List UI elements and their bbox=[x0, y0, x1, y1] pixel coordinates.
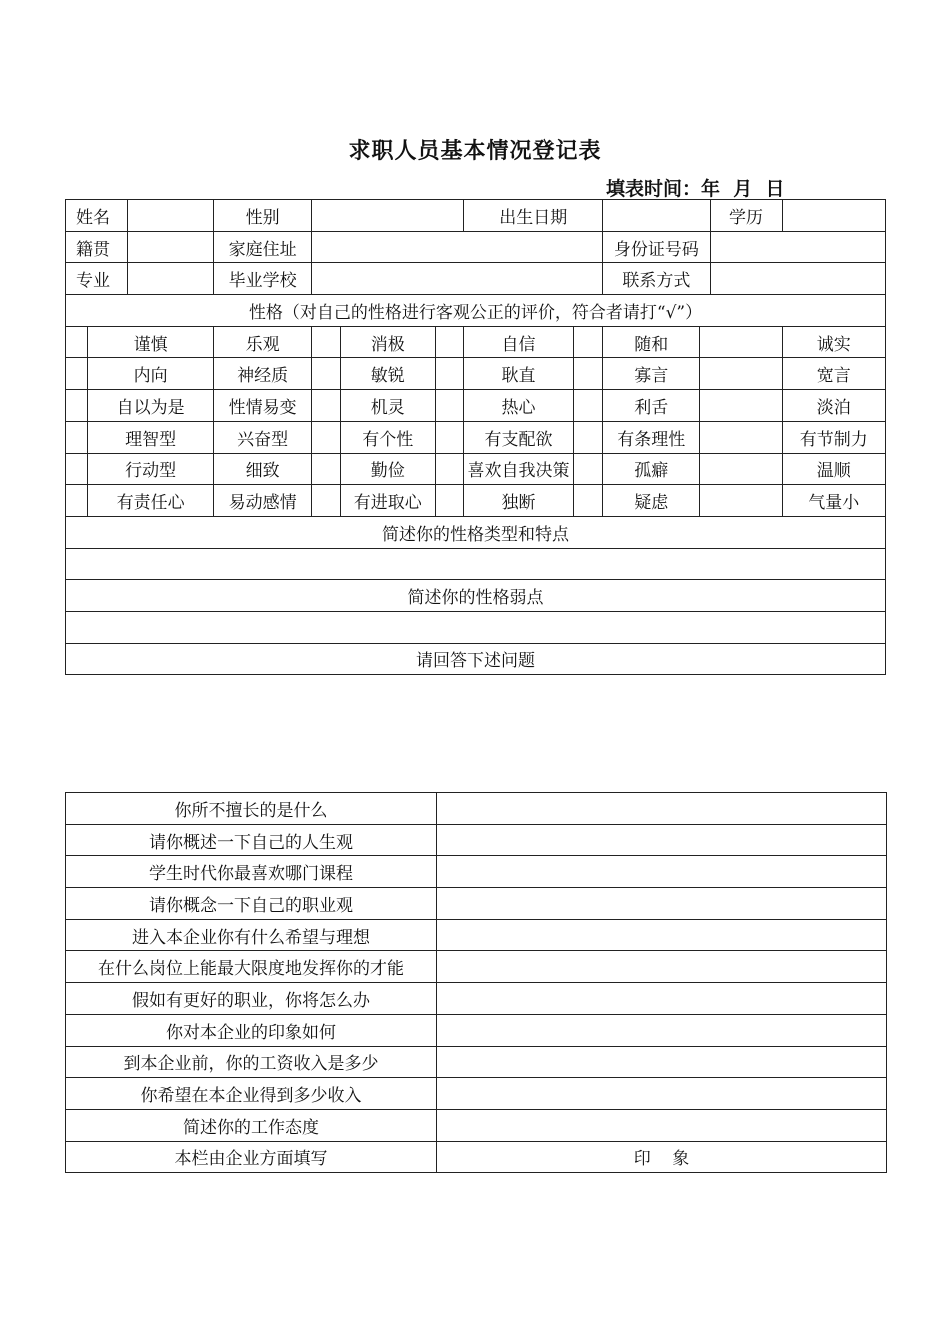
trait-checkbox[interactable] bbox=[312, 421, 340, 453]
answer-field[interactable] bbox=[437, 1109, 887, 1141]
question-label: 进入本企业你有什么希望与理想 bbox=[66, 919, 437, 951]
name-field[interactable] bbox=[127, 200, 213, 232]
trait-label: 神经质 bbox=[213, 358, 311, 390]
trait-label: 喜欢自我决策 bbox=[464, 453, 573, 485]
question-label: 简述你的工作态度 bbox=[66, 1109, 437, 1141]
major-label: 专业 bbox=[66, 263, 128, 295]
trait-row bbox=[66, 421, 886, 453]
contact-field[interactable] bbox=[710, 263, 885, 295]
answer-field[interactable] bbox=[437, 1046, 887, 1078]
question-label: 你对本企业的印象如何 bbox=[66, 1014, 437, 1046]
question-row bbox=[66, 983, 887, 1015]
trait-checkbox[interactable] bbox=[312, 358, 340, 390]
graduated-school-field[interactable] bbox=[312, 263, 603, 295]
trait-label: 独断 bbox=[464, 485, 573, 517]
trait-label: 敏锐 bbox=[340, 358, 435, 390]
trait-label: 乐观 bbox=[213, 326, 311, 358]
trait-label: 疑虑 bbox=[603, 485, 700, 517]
trait-label: 理智型 bbox=[88, 421, 214, 453]
trait-label: 孤癖 bbox=[603, 453, 700, 485]
question-row bbox=[66, 1046, 887, 1078]
question-label: 在什么岗位上能最大限度地发挥你的才能 bbox=[66, 951, 437, 983]
question-label: 你所不擅长的是什么 bbox=[66, 793, 437, 825]
native-place-label: 籍贯 bbox=[66, 231, 128, 263]
trait-label: 细致 bbox=[213, 453, 311, 485]
id-number-label: 身份证号码 bbox=[603, 231, 710, 263]
question-label: 学生时代你最喜欢哪门课程 bbox=[66, 856, 437, 888]
trait-checkbox[interactable] bbox=[435, 485, 463, 517]
trait-checkbox[interactable] bbox=[435, 453, 463, 485]
native-place-field[interactable] bbox=[127, 231, 213, 263]
gender-label: 性别 bbox=[213, 200, 311, 232]
answer-field[interactable] bbox=[437, 983, 887, 1015]
personality-header: 性格（对自己的性格进行客观公正的评价，符合者请打“√”） bbox=[66, 295, 886, 327]
trait-checkbox[interactable] bbox=[700, 358, 782, 390]
traits-description-header: 简述你的性格类型和特点 bbox=[66, 516, 886, 548]
basic-info-row-1 bbox=[66, 200, 886, 232]
trait-label: 气量小 bbox=[782, 485, 885, 517]
name-label: 姓名 bbox=[66, 200, 128, 232]
trait-label: 兴奋型 bbox=[213, 421, 311, 453]
question-label: 到本企业前，你的工资收入是多少 bbox=[66, 1046, 437, 1078]
trait-label: 消极 bbox=[340, 326, 435, 358]
trait-label: 有进取心 bbox=[340, 485, 435, 517]
trait-label: 有个性 bbox=[340, 421, 435, 453]
trait-label: 自信 bbox=[464, 326, 573, 358]
trait-label: 勤俭 bbox=[340, 453, 435, 485]
trait-checkbox[interactable] bbox=[312, 326, 340, 358]
questions-table bbox=[65, 792, 887, 1173]
trait-checkbox[interactable] bbox=[573, 390, 602, 422]
trait-label: 温顺 bbox=[782, 453, 885, 485]
contact-label: 联系方式 bbox=[603, 263, 710, 295]
question-row bbox=[66, 919, 887, 951]
trait-checkbox[interactable] bbox=[66, 326, 88, 358]
trait-row bbox=[66, 326, 886, 358]
trait-checkbox[interactable] bbox=[573, 326, 602, 358]
company-section-label: 本栏由企业方面填写 bbox=[66, 1141, 437, 1173]
trait-checkbox[interactable] bbox=[573, 421, 602, 453]
trait-checkbox[interactable] bbox=[435, 326, 463, 358]
impression-label: 印 象 bbox=[437, 1141, 887, 1173]
graduated-school-label: 毕业学校 bbox=[213, 263, 311, 295]
question-row bbox=[66, 824, 887, 856]
trait-label: 有条理性 bbox=[603, 421, 700, 453]
answer-field[interactable] bbox=[437, 888, 887, 920]
trait-checkbox[interactable] bbox=[312, 485, 340, 517]
trait-label: 行动型 bbox=[88, 453, 214, 485]
education-label: 学历 bbox=[710, 200, 782, 232]
weakness-header: 简述你的性格弱点 bbox=[66, 580, 886, 612]
registration-form-table bbox=[65, 199, 886, 675]
trait-checkbox[interactable] bbox=[700, 326, 782, 358]
question-row bbox=[66, 1109, 887, 1141]
id-number-field[interactable] bbox=[710, 231, 885, 263]
basic-info-row-3 bbox=[66, 263, 886, 295]
trait-checkbox[interactable] bbox=[573, 485, 602, 517]
trait-label: 有责任心 bbox=[88, 485, 214, 517]
question-label: 假如有更好的职业，你将怎么办 bbox=[66, 983, 437, 1015]
answer-field[interactable] bbox=[437, 1078, 887, 1110]
trait-checkbox[interactable] bbox=[700, 421, 782, 453]
company-section-row bbox=[66, 1141, 887, 1173]
trait-checkbox[interactable] bbox=[573, 453, 602, 485]
trait-label: 寡言 bbox=[603, 358, 700, 390]
trait-label: 有支配欲 bbox=[464, 421, 573, 453]
question-row bbox=[66, 856, 887, 888]
trait-row bbox=[66, 390, 886, 422]
trait-row bbox=[66, 453, 886, 485]
trait-label: 易动感情 bbox=[213, 485, 311, 517]
trait-checkbox[interactable] bbox=[66, 421, 88, 453]
trait-checkbox[interactable] bbox=[66, 358, 88, 390]
weakness-field[interactable] bbox=[66, 611, 886, 643]
education-field[interactable] bbox=[782, 200, 885, 232]
trait-label: 随和 bbox=[603, 326, 700, 358]
question-row bbox=[66, 888, 887, 920]
trait-checkbox[interactable] bbox=[700, 453, 782, 485]
trait-label: 诚实 bbox=[782, 326, 885, 358]
trait-label: 谨慎 bbox=[88, 326, 214, 358]
question-row bbox=[66, 1078, 887, 1110]
gender-field[interactable] bbox=[312, 200, 464, 232]
trait-label: 淡泊 bbox=[782, 390, 885, 422]
trait-checkbox[interactable] bbox=[700, 390, 782, 422]
trait-checkbox[interactable] bbox=[66, 390, 88, 422]
trait-checkbox[interactable] bbox=[312, 453, 340, 485]
answer-field[interactable] bbox=[437, 856, 887, 888]
trait-label: 机灵 bbox=[340, 390, 435, 422]
trait-checkbox[interactable] bbox=[435, 390, 463, 422]
trait-checkbox[interactable] bbox=[435, 421, 463, 453]
trait-checkbox[interactable] bbox=[66, 485, 88, 517]
answer-field[interactable] bbox=[437, 919, 887, 951]
trait-label: 内向 bbox=[88, 358, 214, 390]
page-title: 求职人员基本情况登记表 bbox=[348, 138, 602, 164]
answer-field[interactable] bbox=[437, 951, 887, 983]
basic-info-row-2 bbox=[66, 231, 886, 263]
question-label: 你希望在本企业得到多少收入 bbox=[66, 1078, 437, 1110]
trait-label: 热心 bbox=[464, 390, 573, 422]
trait-label: 耿直 bbox=[464, 358, 573, 390]
answer-field[interactable] bbox=[437, 824, 887, 856]
trait-label: 宽言 bbox=[782, 358, 885, 390]
trait-checkbox[interactable] bbox=[435, 358, 463, 390]
questions-header: 请回答下述问题 bbox=[66, 643, 886, 675]
answer-field[interactable] bbox=[437, 1014, 887, 1046]
trait-label: 性情易变 bbox=[213, 390, 311, 422]
question-row bbox=[66, 1014, 887, 1046]
trait-label: 有节制力 bbox=[782, 421, 885, 453]
question-label: 请你概念一下自己的职业观 bbox=[66, 888, 437, 920]
home-address-label: 家庭住址 bbox=[213, 231, 311, 263]
trait-row bbox=[66, 358, 886, 390]
home-address-field[interactable] bbox=[312, 231, 603, 263]
question-label: 请你概述一下自己的人生观 bbox=[66, 824, 437, 856]
traits-description-field[interactable] bbox=[66, 548, 886, 580]
birthdate-label: 出生日期 bbox=[464, 200, 603, 232]
birthdate-field[interactable] bbox=[603, 200, 710, 232]
major-field[interactable] bbox=[127, 263, 213, 295]
trait-checkbox[interactable] bbox=[700, 485, 782, 517]
trait-label: 自以为是 bbox=[88, 390, 214, 422]
question-row bbox=[66, 793, 887, 825]
trait-label: 利舌 bbox=[603, 390, 700, 422]
trait-checkbox[interactable] bbox=[312, 390, 340, 422]
question-row bbox=[66, 951, 887, 983]
answer-field[interactable] bbox=[437, 793, 887, 825]
fill-time-label: 填表时间：年 月 日 bbox=[606, 178, 785, 200]
trait-checkbox[interactable] bbox=[66, 453, 88, 485]
trait-row bbox=[66, 485, 886, 517]
trait-checkbox[interactable] bbox=[573, 358, 602, 390]
